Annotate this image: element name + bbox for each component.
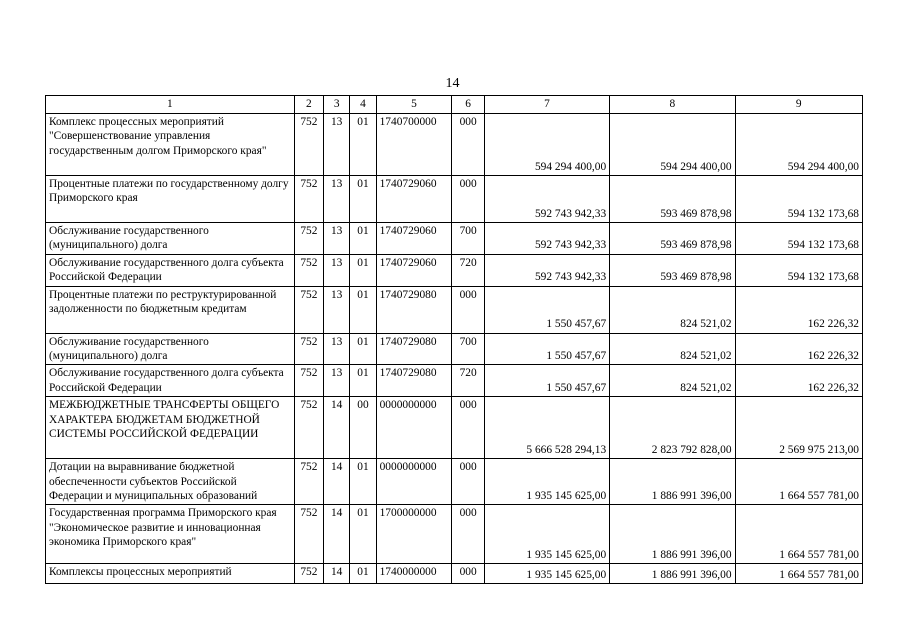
code-cell: 14: [324, 397, 350, 459]
code-cell: 01: [350, 176, 376, 223]
amount-cell: 1 935 145 625,00: [484, 564, 609, 584]
code-cell: 13: [324, 254, 350, 286]
amount-cell: 824 521,02: [610, 365, 735, 397]
amount-cell: 2 569 975 213,00: [735, 397, 862, 459]
code-cell: 752: [294, 286, 323, 333]
code-cell: 0000000000: [376, 459, 452, 505]
code-cell: 1740729080: [376, 365, 452, 397]
code-cell: 01: [350, 505, 376, 564]
code-cell: 14: [324, 564, 350, 584]
header-cell: 4: [350, 96, 376, 114]
row-name-cell: МЕЖБЮДЖЕТНЫЕ ТРАНСФЕРТЫ ОБЩЕГО ХАРАКТЕРА БЮДЖЕТАМ БЮДЖЕТНОЙ СИСТЕМЫ РОССИЙСКОЙ ФЕДЕРАЦИИ: [46, 397, 295, 459]
amount-cell: 2 823 792 828,00: [610, 397, 735, 459]
code-cell: 752: [294, 254, 323, 286]
amount-cell: 824 521,02: [610, 286, 735, 333]
row-name-cell: Дотации на выравнивание бюджетной обеспеченности субъектов Российской Федерации и муниципальных образований: [46, 459, 295, 505]
amount-cell: 1 664 557 781,00: [735, 564, 862, 584]
code-cell: 700: [452, 223, 484, 255]
code-cell: 1740729060: [376, 254, 452, 286]
amount-cell: 593 469 878,98: [610, 223, 735, 255]
header-row: [46, 96, 863, 114]
header-cell: 8: [610, 96, 735, 114]
amount-cell: 594 132 173,68: [735, 254, 862, 286]
amount-cell: 162 226,32: [735, 365, 862, 397]
amount-cell: 1 550 457,67: [484, 365, 609, 397]
code-cell: 1740729080: [376, 333, 452, 365]
row-name-cell: Процентные платежи по государственному долгу Приморского края: [46, 176, 295, 223]
amount-cell: 1 550 457,67: [484, 333, 609, 365]
amount-cell: 1 935 145 625,00: [484, 505, 609, 564]
code-cell: 1700000000: [376, 505, 452, 564]
code-cell: 752: [294, 176, 323, 223]
amount-cell: 1 550 457,67: [484, 286, 609, 333]
code-cell: 14: [324, 505, 350, 564]
code-cell: 13: [324, 365, 350, 397]
row-name-cell: Обслуживание государственного долга субъекта Российской Федерации: [46, 254, 295, 286]
code-cell: 13: [324, 333, 350, 365]
budget-table: [45, 95, 863, 584]
row-name-cell: Обслуживание государственного долга субъекта Российской Федерации: [46, 365, 295, 397]
table-row: [46, 333, 863, 365]
row-name-cell: Комплекс процессных мероприятий "Совершенствование управления государственным долгом Приморского края": [46, 114, 295, 176]
table-row: [46, 254, 863, 286]
header-cell: 1: [46, 96, 295, 114]
header-cell: 7: [484, 96, 609, 114]
table-row: [46, 564, 863, 584]
code-cell: 01: [350, 254, 376, 286]
header-cell: 3: [324, 96, 350, 114]
code-cell: 000: [452, 564, 484, 584]
code-cell: 13: [324, 286, 350, 333]
code-cell: 01: [350, 223, 376, 255]
code-cell: 13: [324, 223, 350, 255]
code-cell: 1740000000: [376, 564, 452, 584]
code-cell: 01: [350, 365, 376, 397]
code-cell: 752: [294, 397, 323, 459]
row-name-cell: Обслуживание государственного (муниципального) долга: [46, 333, 295, 365]
amount-cell: 592 743 942,33: [484, 254, 609, 286]
table-row: [46, 114, 863, 176]
amount-cell: 1 664 557 781,00: [735, 459, 862, 505]
amount-cell: 5 666 528 294,13: [484, 397, 609, 459]
code-cell: 01: [350, 114, 376, 176]
code-cell: 000: [452, 505, 484, 564]
header-cell: 5: [376, 96, 452, 114]
code-cell: 1740729060: [376, 223, 452, 255]
table-row: [46, 397, 863, 459]
code-cell: 700: [452, 333, 484, 365]
code-cell: 0000000000: [376, 397, 452, 459]
code-cell: 000: [452, 176, 484, 223]
row-name-cell: Обслуживание государственного (муниципального) долга: [46, 223, 295, 255]
amount-cell: 593 469 878,98: [610, 176, 735, 223]
code-cell: 13: [324, 114, 350, 176]
row-name-cell: Комплексы процессных мероприятий: [46, 564, 295, 584]
code-cell: 752: [294, 365, 323, 397]
amount-cell: 593 469 878,98: [610, 254, 735, 286]
amount-cell: 824 521,02: [610, 333, 735, 365]
code-cell: 01: [350, 333, 376, 365]
amount-cell: 594 294 400,00: [610, 114, 735, 176]
code-cell: 752: [294, 564, 323, 584]
table-row: [46, 459, 863, 505]
code-cell: 1740729060: [376, 176, 452, 223]
code-cell: 000: [452, 397, 484, 459]
amount-cell: 1 886 991 396,00: [610, 505, 735, 564]
code-cell: 752: [294, 505, 323, 564]
code-cell: 13: [324, 176, 350, 223]
code-cell: 720: [452, 254, 484, 286]
code-cell: 000: [452, 286, 484, 333]
code-cell: 1740700000: [376, 114, 452, 176]
header-cell: 2: [294, 96, 323, 114]
table-row: [46, 286, 863, 333]
amount-cell: 1 935 145 625,00: [484, 459, 609, 505]
row-name-cell: Процентные платежи по реструктурированной задолженности по бюджетным кредитам: [46, 286, 295, 333]
code-cell: 000: [452, 459, 484, 505]
table-row: [46, 365, 863, 397]
code-cell: 01: [350, 459, 376, 505]
code-cell: 720: [452, 365, 484, 397]
amount-cell: 592 743 942,33: [484, 223, 609, 255]
code-cell: 752: [294, 333, 323, 365]
amount-cell: 594 132 173,68: [735, 223, 862, 255]
code-cell: 752: [294, 459, 323, 505]
table-row: [46, 223, 863, 255]
code-cell: 14: [324, 459, 350, 505]
header-cell: 9: [735, 96, 862, 114]
code-cell: 01: [350, 564, 376, 584]
amount-cell: 1 886 991 396,00: [610, 459, 735, 505]
code-cell: 1740729080: [376, 286, 452, 333]
amount-cell: 594 294 400,00: [735, 114, 862, 176]
amount-cell: 1 886 991 396,00: [610, 564, 735, 584]
amount-cell: 592 743 942,33: [484, 176, 609, 223]
header-cell: 6: [452, 96, 484, 114]
amount-cell: 162 226,32: [735, 333, 862, 365]
code-cell: 752: [294, 223, 323, 255]
amount-cell: 594 294 400,00: [484, 114, 609, 176]
code-cell: 01: [350, 286, 376, 333]
amount-cell: 594 132 173,68: [735, 176, 862, 223]
code-cell: 00: [350, 397, 376, 459]
amount-cell: 162 226,32: [735, 286, 862, 333]
amount-cell: 1 664 557 781,00: [735, 505, 862, 564]
page-number: 14: [445, 76, 460, 91]
table-row: [46, 176, 863, 223]
code-cell: 000: [452, 114, 484, 176]
code-cell: 752: [294, 114, 323, 176]
table-row: [46, 505, 863, 564]
row-name-cell: Государственная программа Приморского края "Экономическое развитие и инновационная экономика Приморского края": [46, 505, 295, 564]
